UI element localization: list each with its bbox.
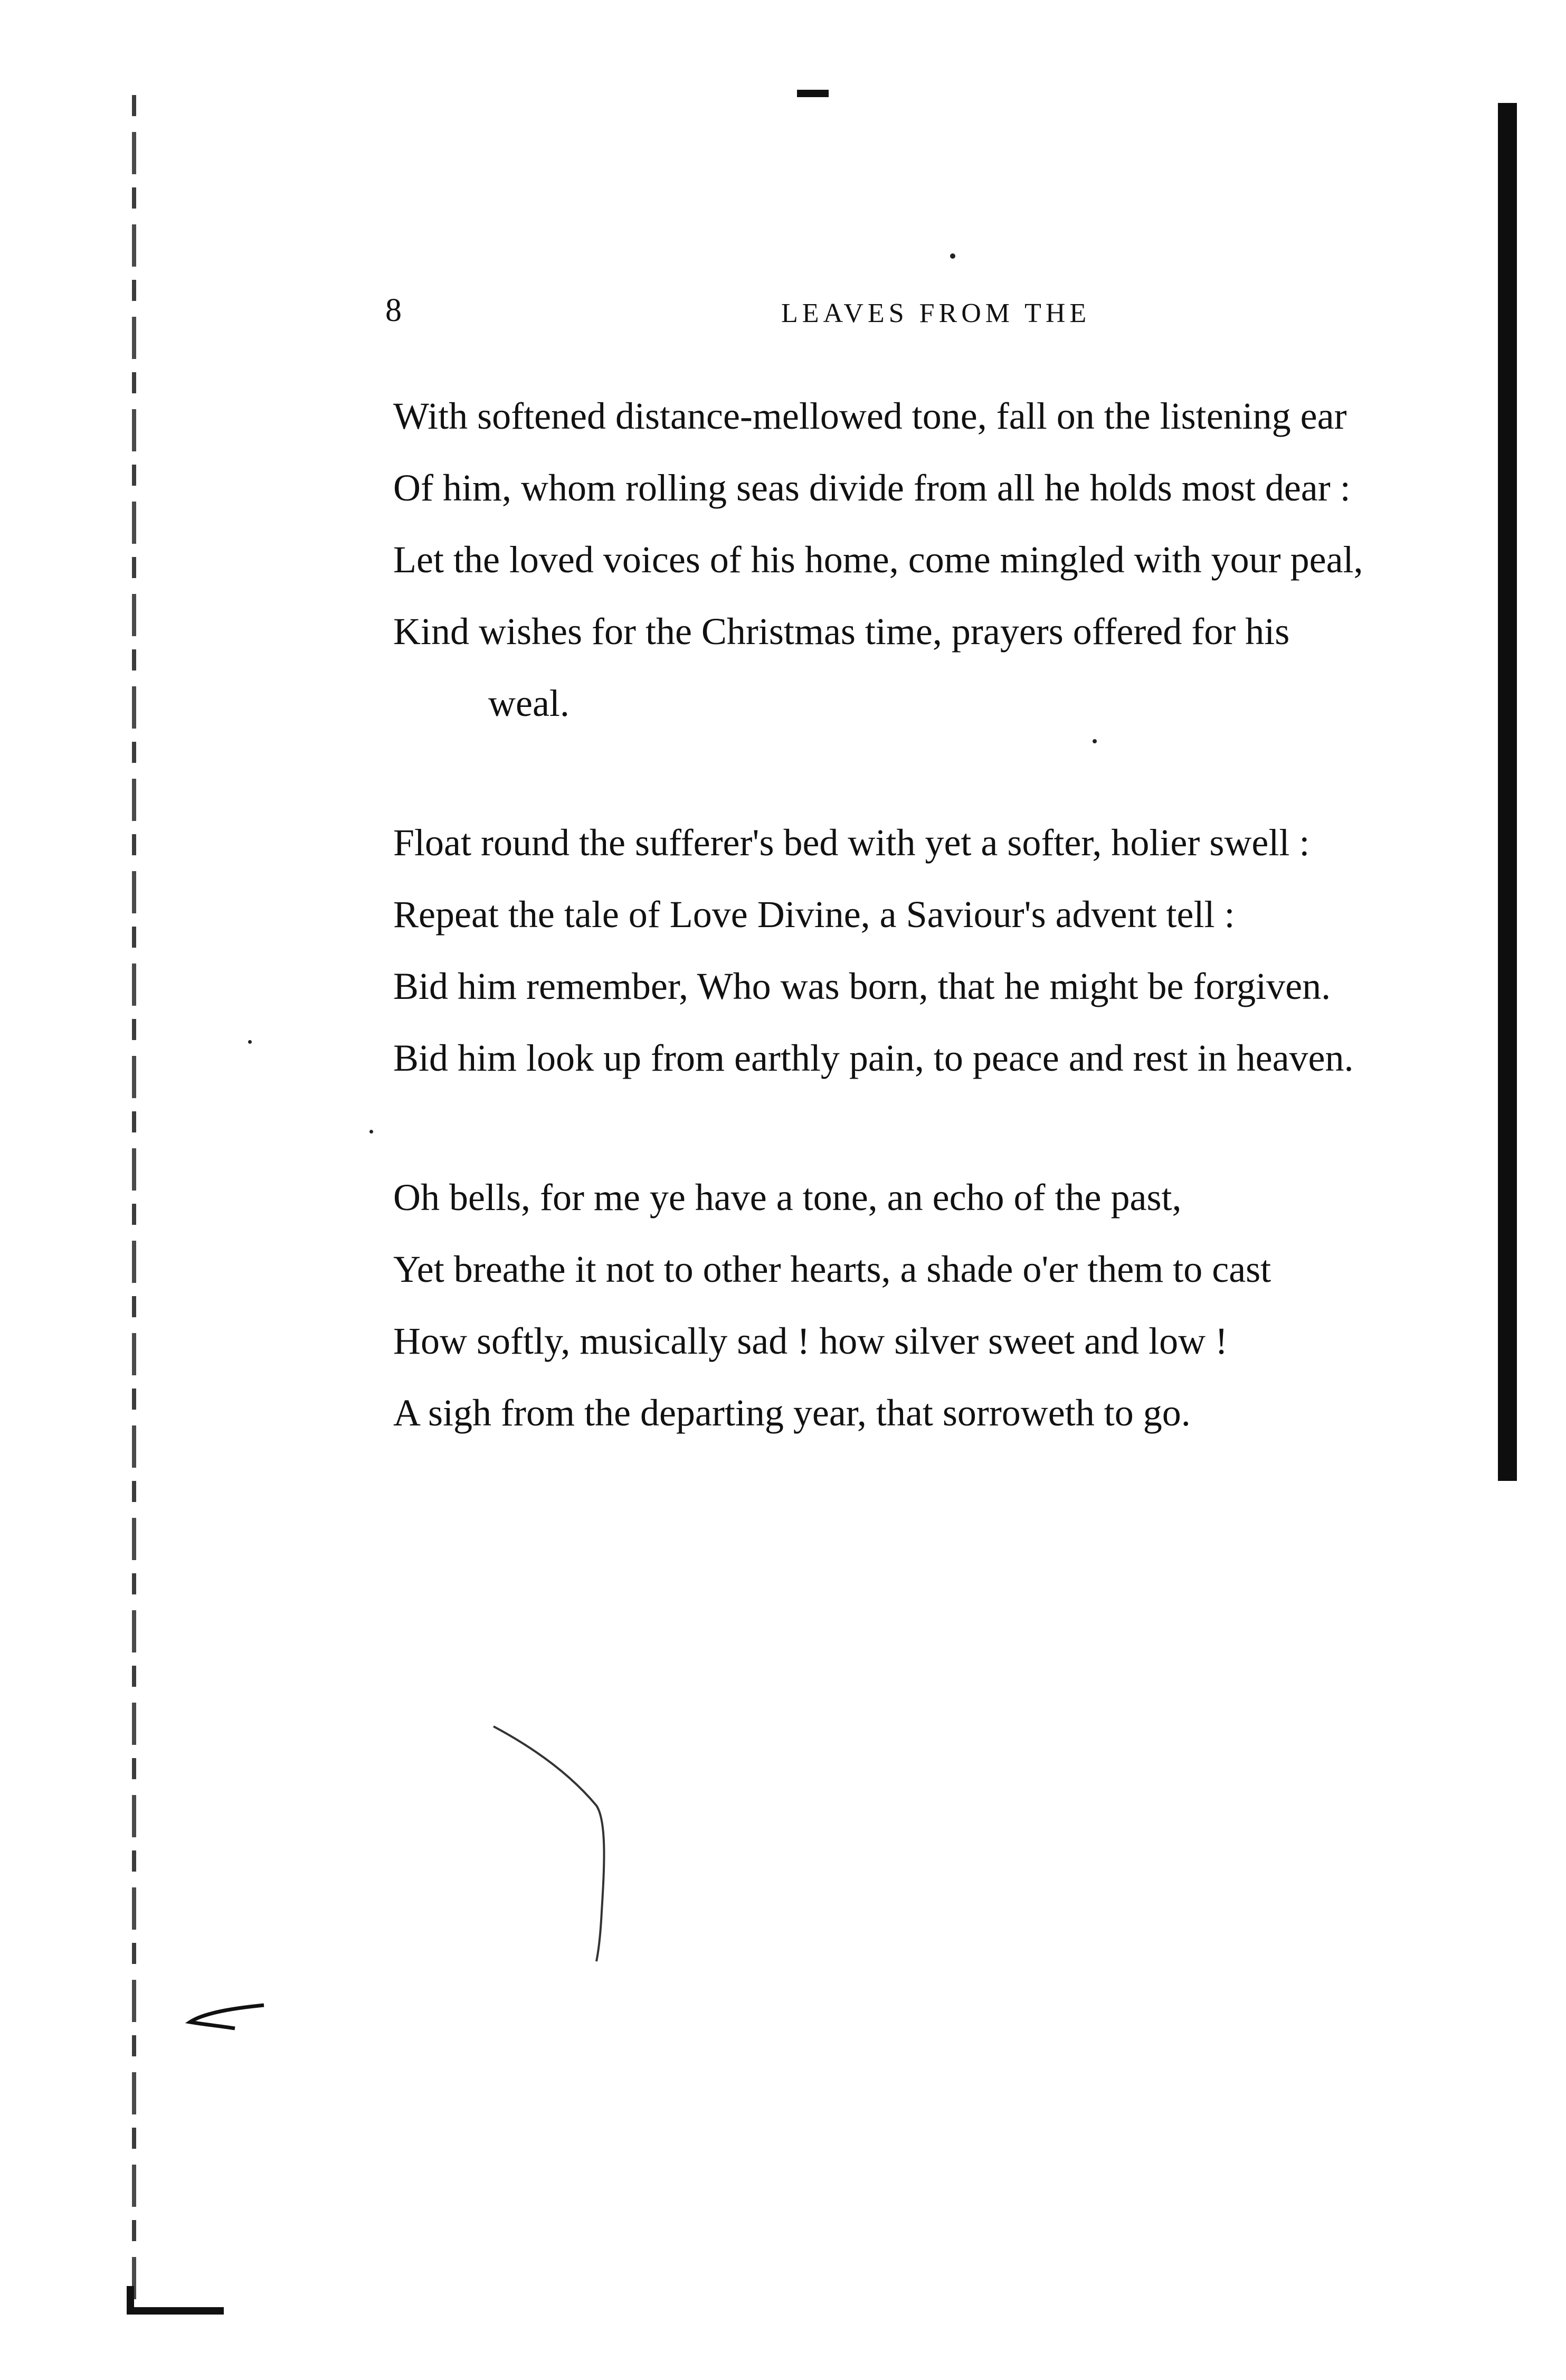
verse-line: A sigh from the departing year, that sorroweth to go.	[393, 1392, 1191, 1434]
verse-line-continuation: weal.	[488, 682, 570, 724]
stanza	[393, 1161, 1512, 1449]
verse-line: Bid him look up from earthly pain, to peace and rest in heaven.	[393, 1037, 1354, 1079]
verse-line: Of him, whom rolling seas divide from all he holds most dear :	[393, 467, 1351, 509]
verse-line: How softly, musically sad ! how silver sweet and low !	[393, 1320, 1228, 1362]
pencil-arrow-mark	[185, 2001, 269, 2033]
running-head: LEAVES FROM THE	[781, 298, 1091, 328]
stanza	[393, 380, 1512, 739]
stanza	[393, 807, 1512, 1094]
scan-speck	[950, 253, 955, 259]
verse-line: Kind wishes for the Christmas time, prayers offered for his	[393, 610, 1290, 653]
verse-line: With softened distance-mellowed tone, fall on the listening ear	[393, 395, 1347, 437]
scan-left-edge	[132, 95, 136, 2307]
scan-left-foot-mark	[127, 2286, 224, 2315]
verse-line: Float round the sufferer's bed with yet a softer, holier swell :	[393, 821, 1310, 864]
scan-speck	[369, 1130, 373, 1134]
verse-line: Oh bells, for me ye have a tone, an echo of the past,	[393, 1176, 1182, 1219]
verse-line: Yet breathe it not to other hearts, a shade o'er them to cast	[393, 1248, 1271, 1290]
scan-top-mark	[797, 90, 829, 97]
verse-line: Repeat the tale of Love Divine, a Saviour's advent tell :	[393, 893, 1235, 936]
page-header	[385, 289, 1124, 332]
page-number: 8	[385, 292, 402, 328]
verse-line: Let the loved voices of his home, come mingled with your peal,	[393, 539, 1363, 581]
pencil-mark	[491, 1721, 612, 1964]
poem-body	[393, 380, 1512, 1516]
scan-speck	[248, 1040, 252, 1044]
verse-line: Bid him remember, Who was born, that he might be forgiven.	[393, 965, 1331, 1007]
